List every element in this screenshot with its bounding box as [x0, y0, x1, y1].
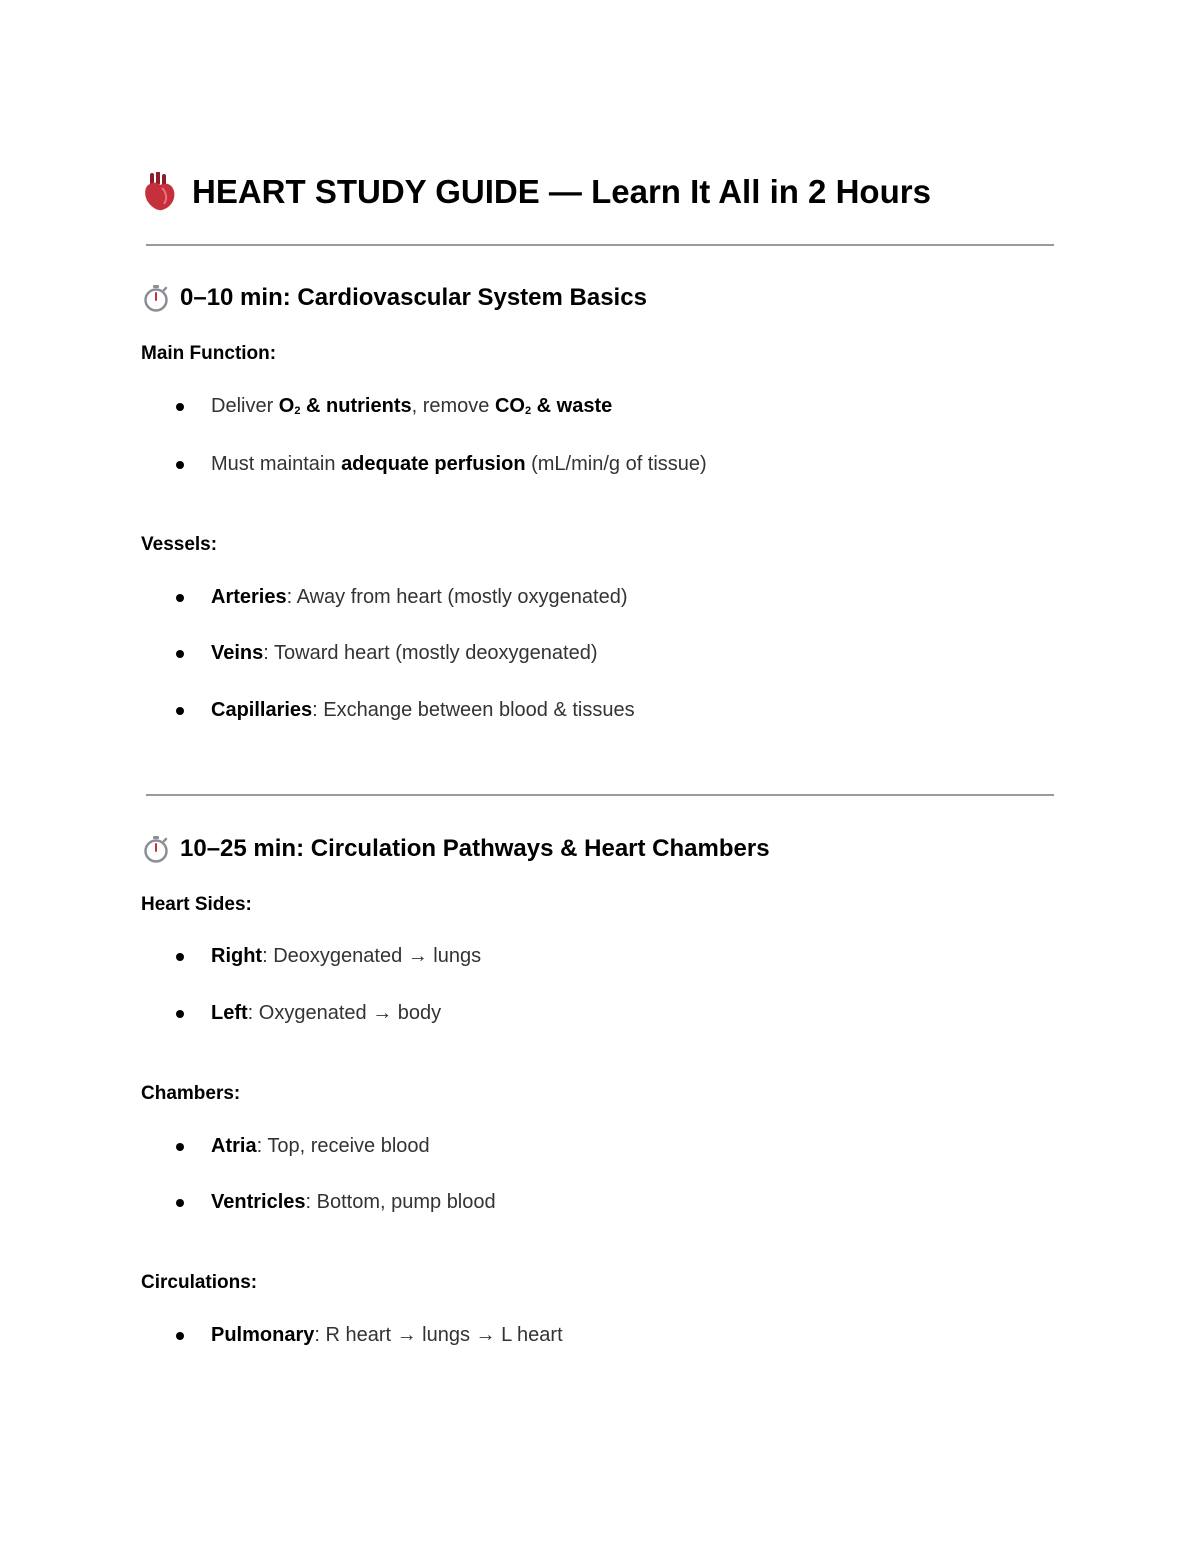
bullet-dot	[176, 594, 184, 602]
list-item-text: Ventricles: Bottom, pump blood	[211, 1191, 496, 1213]
group-label-circulations: Circulations:	[141, 1272, 258, 1293]
list-item	[176, 1135, 430, 1158]
stopwatch-icon	[142, 284, 170, 312]
group-label-chambers: Chambers:	[141, 1083, 241, 1104]
page-title	[142, 172, 931, 212]
bullet-dot	[176, 953, 184, 961]
section-heading-basics	[142, 284, 647, 312]
list-item	[176, 453, 707, 476]
list-item-text: Must maintain adequate perfusion (mL/min/g of tissue)	[211, 453, 707, 475]
section-heading-text: 0–10 min: Cardiovascular System Basics	[180, 284, 647, 311]
list-item	[176, 699, 635, 722]
stopwatch-icon	[142, 835, 170, 863]
list-item	[176, 642, 598, 665]
list-item	[176, 1191, 496, 1214]
bullet-dot	[176, 1010, 184, 1018]
bullet-dot	[176, 707, 184, 715]
bullet-dot	[176, 650, 184, 658]
list-item-text: Pulmonary: R heart → lungs → L heart	[211, 1324, 563, 1346]
bullet-dot	[176, 1332, 184, 1340]
section-heading-text: 10–25 min: Circulation Pathways & Heart Chambers	[180, 835, 770, 862]
list-item	[176, 395, 612, 418]
horizontal-divider	[146, 244, 1054, 246]
list-item-text: Arteries: Away from heart (mostly oxygenated)	[211, 586, 628, 608]
list-item	[176, 1324, 563, 1347]
section-heading-circulation	[142, 835, 770, 863]
group-label-heart-sides: Heart Sides:	[141, 894, 252, 915]
list-item	[176, 1002, 441, 1025]
bullet-dot	[176, 1143, 184, 1151]
list-item-text: Atria: Top, receive blood	[211, 1135, 430, 1157]
list-item-text: Deliver O2 & nutrients, remove CO2 & waste	[211, 395, 613, 417]
list-item-text: Veins: Toward heart (mostly deoxygenated)	[211, 642, 598, 664]
group-label-main-function: Main Function:	[141, 343, 277, 364]
anatomical-heart-icon	[142, 172, 178, 212]
horizontal-divider	[146, 794, 1054, 796]
list-item-text: Right: Deoxygenated → lungs	[211, 945, 482, 967]
bullet-dot	[176, 403, 184, 411]
bullet-dot	[176, 1199, 184, 1207]
list-item	[176, 586, 628, 609]
list-item-text: Left: Oxygenated → body	[211, 1002, 442, 1024]
list-item	[176, 945, 481, 968]
bullet-dot	[176, 461, 184, 469]
page-title-text: HEART STUDY GUIDE — Learn It All in 2 Hours	[192, 173, 931, 210]
list-item-text: Capillaries: Exchange between blood & tissues	[211, 699, 635, 721]
group-label-vessels: Vessels:	[141, 534, 218, 555]
